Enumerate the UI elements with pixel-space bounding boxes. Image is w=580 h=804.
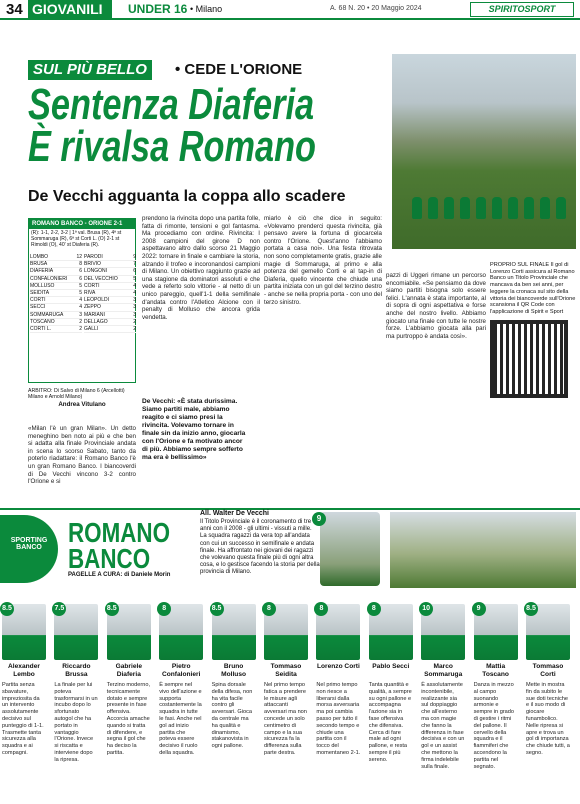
rating-row <box>84 254 136 261</box>
location-label: • Milano <box>190 4 223 14</box>
rating-player: SECCI <box>30 304 46 311</box>
rating-value: 5 <box>79 290 82 297</box>
rating-player: MOLLUSO <box>30 282 55 289</box>
player-name: Mattia Toscano <box>482 663 509 678</box>
rating-row <box>30 268 82 275</box>
rating-player: GALLI <box>84 326 99 333</box>
player-vote: 8.5 <box>105 602 119 616</box>
player-description: Spina dorsale della difesa, non ha vita facile contro gli avversari. Gioca da centrale ma ha qualità e dinamismo, stakanovista in ogni pallone. <box>211 682 253 750</box>
referee-caption: ARBITRO: Di Salvo di Milano 6 (Arcellotti) Milano e Arnold Milano) <box>28 388 125 401</box>
player-photo <box>526 604 570 660</box>
rating-row <box>30 254 82 261</box>
rating-player: LONGONI <box>84 268 108 275</box>
rating-row <box>30 276 82 283</box>
player-vote: 8 <box>157 602 171 616</box>
player-card <box>316 604 360 757</box>
rating-value: 4 <box>133 290 136 297</box>
player-vote: 8 <box>262 602 276 616</box>
player-vote: 8.5 <box>524 602 538 616</box>
rating-value: 2 <box>133 326 136 333</box>
article-column-4: pazzi di Uggeri rimane un percorso encomiabile. «Se pensiamo da dove siamo partiti bisogna solo essere felici. L'annata è stata importante, al di sopra di ogni aspettativa e forse anche del nostro livello. Abbiamo giocato una finale con tutte le nostre forze. L'abbiamo giocata alla pari ma purtroppo è andata così». <box>386 272 486 340</box>
player-name: Pietro Confalonieri <box>161 663 201 678</box>
player-name: Bruno Molluso <box>221 663 247 678</box>
player-vote: 10 <box>419 602 433 616</box>
kicker-label: SUL PIÙ BELLO <box>28 60 152 80</box>
club-badge: SPORTING BANCO <box>0 515 58 583</box>
rating-player: CORTI <box>84 282 100 289</box>
rating-value: 4 <box>133 282 136 289</box>
team-celebration-photo <box>392 54 576 249</box>
article-column-1: «Milan l'è un gran Milan». Un detto meneghino ben noto ai più e che ben si adatta alla finale Provinciale andata in scena lo scorso Sabato, tanto da poterlo riadattare: il Romano Banco l'è un gran Romano Banco. I biancoverdi di De Vecchi vincono 3-2 contro l'Orione e si <box>28 425 136 486</box>
rating-value: 3 <box>133 311 136 318</box>
player-name: Tommaso Corti <box>532 663 564 678</box>
coach-photo <box>320 512 380 586</box>
rating-row <box>84 283 136 290</box>
player-photo <box>474 604 518 660</box>
rating-value: 3 <box>133 304 136 311</box>
rating-player: DIAFERIA <box>30 268 54 275</box>
headline-line-1: Sentenza Diaferia <box>28 80 315 129</box>
player-card <box>2 604 46 757</box>
player-vote: 8.5 <box>0 602 14 616</box>
rating-player: ZEPPO <box>84 304 101 311</box>
rating-row <box>30 261 82 268</box>
rating-value: 4 <box>79 304 82 311</box>
player-name: Gabriele Diaferia <box>115 663 142 678</box>
page-number: 34 <box>6 1 23 18</box>
rating-player: CONFALONIERI <box>30 275 68 282</box>
rating-row <box>30 326 82 333</box>
player-photo <box>107 604 151 660</box>
player-card <box>107 604 151 757</box>
player-description: Tanta quantità e qualità, a sempre su ogni pallone e accompagna l'azione sia in fase offensiva che difensiva. Cerca di fare male ad ogni pallone, e resta sempre il più sereno. <box>368 682 412 763</box>
rating-value: 6 <box>79 275 82 282</box>
qr-box <box>490 262 576 398</box>
player-description: La finale per lui poteva trasformarsi in un incubo dopo lo sfortunato autogol che ha portato in vantaggio l'Orione. Invece si riscatta e interviene dopo la ripresa. <box>54 682 98 763</box>
player-photo <box>2 604 46 660</box>
rating-value: 3 <box>133 297 136 304</box>
player-vote: 9 <box>472 602 486 616</box>
rating-value: 5 <box>79 282 82 289</box>
section-label: GIOVANILI <box>28 0 112 18</box>
player-photo <box>159 604 203 660</box>
headline-line-2: È rivalsa Romano <box>28 122 317 171</box>
rating-player: LOMBO <box>30 254 49 260</box>
player-card <box>421 604 465 770</box>
rating-row <box>84 326 136 333</box>
coach-name: All. Walter De Vecchi <box>200 510 269 517</box>
rating-player: LEOPOLDI <box>84 297 110 304</box>
rating-row <box>30 312 82 319</box>
rating-row <box>30 319 82 326</box>
player-description: Partita senza sbavature, impreziosita da un intervento assolutamente decisivo sul punteggio di 1-1. Trasmette tanta sicurezza alla squadra e ai compagni. <box>2 682 44 756</box>
team-name <box>68 517 171 574</box>
player-card <box>159 604 203 757</box>
rating-player: BRIVIO <box>84 261 101 268</box>
rating-player: DELLAGO <box>84 318 108 325</box>
rating-row <box>30 283 82 290</box>
rating-player: PARODI <box>84 254 103 260</box>
results-header: ROMANO BANCO - ORIONE 2-1 <box>29 219 135 229</box>
pull-quote: De Vecchi: «È stata durissima. Siamo partiti male, abbiamo reagito e ci siamo presi la rivincita. Volevamo tornare in finale sin da inizio anno, giocarla con l'Orione e fa motivato ancor di più. Abbiamo sempre sofferto ma era è bellissimo» <box>142 398 246 461</box>
rating-row <box>84 268 136 275</box>
team-name-line-2: BANCO <box>68 543 151 574</box>
headline <box>28 80 317 171</box>
article-column-2: prendono la rivincita dopo una partita folle, fatta di rimonte, tensioni e gol fantasma. Ma procediamo con ordine. Rivincita: I 2008 campioni del girone D non aspettavano altro dallo scorso 21 Maggio 2022: tornare in finale e cambiare la storia, alzando il trofeo e incoronandosi campioni di Milano. Un obiettivo raggiunto grazie ad una stagione da dominatori assoluti e che vede a referto solo vittorie - al netto di un unico pareggio, quell'1-1 della semifinale d'andata contro l'Atletico Alcione con il penalty di Molluso che ancora grida vendetta. <box>142 215 260 321</box>
rating-value: 2 <box>79 326 82 333</box>
player-vote: 8 <box>314 602 328 616</box>
player-photo <box>369 604 413 660</box>
rating-value: 6 <box>79 268 82 275</box>
rating-row <box>84 290 136 297</box>
rating-value: 12 <box>76 254 82 260</box>
category-label: UNDER 16 <box>128 2 188 16</box>
rating-player: DEL VECCHIO <box>84 275 118 282</box>
rating-value: 7 <box>133 261 136 268</box>
player-photo <box>54 604 98 660</box>
player-vote: 8.5 <box>210 602 224 616</box>
rating-player: SEIDITA <box>30 290 50 297</box>
ratings-left <box>30 254 82 333</box>
player-description: Mette in mostra fin da subito le sue doti tecniche e il suo modo di giocare funambolico. Nelle ripresa si apre e trova un gol di importanza che chiude tutti, a segno. <box>526 682 570 756</box>
rating-row <box>30 297 82 304</box>
player-description: È sempre nel vivo dell'azione e supporta costantemente la squadra in tutte le fasi. Anche nel gol ad inizio partita che poteva essere decisivo il ruolo della squadra. <box>159 682 202 756</box>
player-photo <box>212 604 256 660</box>
player-photo <box>421 604 465 660</box>
player-description: Terzino moderno, tecnicamente dotato e sempre presente in fase offensiva. Accorcia amache quando si tratta di difendere, e segna il gol che ha deciso la partita. <box>106 682 151 756</box>
issue-date: A. 68 N. 20 • 20 Maggio 2024 <box>330 5 422 12</box>
author-byline: Andrea Vitulano <box>58 401 106 408</box>
rating-value: 4 <box>79 297 82 304</box>
results-box <box>28 218 136 383</box>
rating-player: BRUSA <box>30 261 48 268</box>
ratings-right <box>84 254 136 333</box>
pagelle-credit: PAGELLE A CURA: di Daniele Morin <box>68 572 171 578</box>
player-name: Alexander Lembo <box>8 663 40 678</box>
stadium-photo <box>390 512 576 588</box>
rating-row <box>84 261 136 268</box>
qr-caption: PROPRIO SUL FINALE Il gol di Lorenzo Corti assicura al Romano Banco un Titolo Provinciale che mancava da ben sei anni, per leggere la cronaca sul sito della vittoria dei biancoverde sull'Orione scansiona il QR Code con l'applicazione di Spirit e Sport <box>490 262 576 315</box>
qr-code-icon[interactable] <box>490 320 568 398</box>
rating-value: 3 <box>79 311 82 318</box>
player-card <box>526 604 570 757</box>
player-photo <box>316 604 360 660</box>
player-name: Marco Sommaruga <box>424 663 463 678</box>
coach-vote: 9 <box>312 512 326 526</box>
rating-player: RIVA <box>84 290 96 297</box>
rating-row <box>30 290 82 297</box>
player-card <box>54 604 98 764</box>
brand-logo: SPIRITOSPORT <box>470 2 574 17</box>
kicker-text: • CEDE L'ORIONE <box>175 61 303 78</box>
player-card <box>264 604 308 757</box>
rating-value: 5 <box>133 275 136 282</box>
results-goals: (R): 1-1, 2-2, 3-2 | 1ª val. Brusa (R), 4ª st Sommaruga (R), 6ª st Corti L. (O) 2-1 st Rimoldi (O), 40' st Diaferia (R). <box>31 230 122 249</box>
rating-row <box>84 304 136 311</box>
rating-row <box>84 312 136 319</box>
team-name-line-1: ROMANO <box>68 517 171 548</box>
rating-row <box>84 319 136 326</box>
player-name: Pablo Secci <box>372 663 410 670</box>
rating-player: SOMMARUGA <box>30 311 64 318</box>
player-description: Nel primo tempo non riesce a liberarsi dalla morsa avversaria ma poi cambia passo per tutto il secondo tempo e chiude una partita con il tocco del momentaneo 2-1. <box>316 682 361 756</box>
article-column-3: miarlo è ciò che dice in seguito: «Volevamo prenderci questa rivincita, già pensavo avere la fortuna di giocarcela contro l'Orione. Quest'anno l'abbiamo portata a casa noi». Una festa ritrovata non sono completamente gratis, grazie alle magie di Sommaruga, al primo e alla potenza del gemello Corti e al tap-in di Diaferia, quello vincente che chiude una partita iniziata con un gol del terzino destro - anche se nella propria porta - con uno del terzo sinistro. <box>264 215 382 306</box>
rating-value: 2 <box>79 318 82 325</box>
player-vote: 7.5 <box>52 602 66 616</box>
rating-player: CORTI L. <box>30 326 52 333</box>
coach-box <box>200 510 320 588</box>
rating-row <box>84 297 136 304</box>
player-name: Lorenzo Corti <box>316 663 360 670</box>
player-name: Riccardo Brussa <box>62 663 91 678</box>
rating-player: MARIANI <box>84 311 105 318</box>
rating-value: 2 <box>133 318 136 325</box>
rating-player: CORTI <box>30 297 46 304</box>
rating-row <box>84 276 136 283</box>
player-card <box>474 604 518 770</box>
player-vote: 8 <box>367 602 381 616</box>
player-description: Danza in mezzo al campo suonando armonie e sempre in grado di gestire i ritmi del pallone. Il cervello della squadra e il fiammiferi che accendono la partita nel segnato. <box>473 682 515 770</box>
rating-row <box>30 304 82 311</box>
coach-text: Il Titolo Provinciale è il coronamento di tre anni con il 2008 - gli ultimi - vissuti a mille. La squadra ragazzi da vera top all'andata con cui un successo in semifinale e andata finale. Ha affrontato nei giovani dei ragazzi che volevano questa finale più di ogni altra cosa, e lo gestisce facendo la storia per della provincia di Milano. <box>200 519 320 576</box>
rating-value: 9 <box>133 254 136 260</box>
subheadline: De Vecchi agguanta la coppa allo scadere <box>28 188 346 205</box>
player-name: Tommaso Seidita <box>270 663 302 678</box>
rating-value: 8 <box>79 261 82 268</box>
rating-player: TOSCANO <box>30 318 55 325</box>
player-description: È assolutamente incontenibile, realizzante sia sul doppiaggio che all'esterno ma con magie che fanno la differenza in fase decisiva e con un gol e un assist che mettono la firma indelebile sulla finale. <box>421 682 465 770</box>
rating-value: 6 <box>133 268 136 275</box>
player-description: Nel primo tempo fatica a prendere le misure agli attaccanti avversari ma non concede un solo centimetro di campo e la sua sicurezza fa la differenza sulla parte destra. <box>264 682 307 756</box>
player-card <box>369 604 413 764</box>
player-photo <box>264 604 308 660</box>
player-card <box>212 604 256 750</box>
